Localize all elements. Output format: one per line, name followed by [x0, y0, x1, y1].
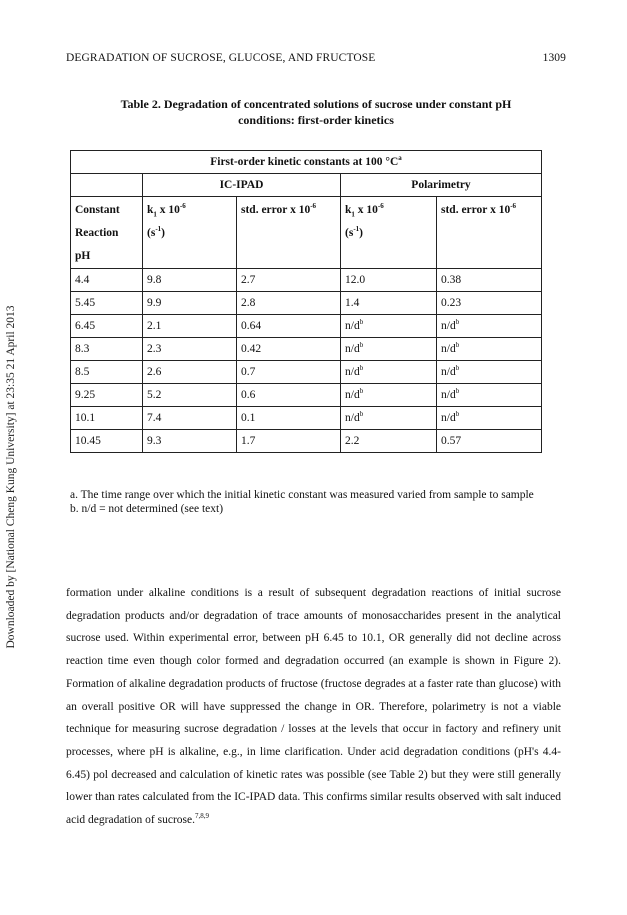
col-header-ph: Constant Reaction pH: [71, 197, 143, 269]
cell-k1-pol: 12.0: [341, 269, 437, 292]
col-header-stderr-pol: std. error x $10^{-6}$: [437, 197, 542, 269]
page-number: 1309: [542, 52, 566, 64]
col-header-stderr-ic: std. error x $10^{-6}$: [237, 197, 341, 269]
footnote-b: b. n/d = not determined (see text): [70, 503, 224, 515]
cell-k1-pol: $n/d^b$: [341, 407, 437, 430]
cell-stderr-pol: $n/d^b$: [437, 315, 542, 338]
table-row: [71, 315, 542, 338]
cell-k1-ic: 9.9: [143, 292, 237, 315]
cell-stderr-ic: 0.42: [237, 338, 341, 361]
cell-ph: 10.1: [71, 407, 143, 430]
cell-stderr-pol: $n/d^b$: [437, 361, 542, 384]
table-row: [71, 338, 542, 361]
cell-stderr-ic: 2.8: [237, 292, 341, 315]
cell-stderr-pol: 0.38: [437, 269, 542, 292]
cell-stderr-ic: 0.1: [237, 407, 341, 430]
cell-stderr-pol: $n/d^b$: [437, 338, 542, 361]
cell-stderr-pol: $n/d^b$: [437, 407, 542, 430]
cell-k1-ic: 5.2: [143, 384, 237, 407]
cell-stderr-pol: $n/d^b$: [437, 384, 542, 407]
cell-stderr-pol: 0.57: [437, 430, 542, 453]
cell-k1-pol: 1.4: [341, 292, 437, 315]
cell-stderr-ic: 2.7: [237, 269, 341, 292]
footnote-a: a. The time range over which the initial kinetic constant was measured varied from sample to sample: [70, 489, 534, 501]
cell-stderr-ic: 1.7: [237, 430, 341, 453]
cell-k1-ic: 2.6: [143, 361, 237, 384]
table-corner-cell: [71, 174, 143, 197]
running-head-title: DEGRADATION OF SUCROSE, GLUCOSE, AND FRUCTOSE: [66, 52, 376, 64]
cell-stderr-ic: 0.6: [237, 384, 341, 407]
cell-stderr-ic: 0.7: [237, 361, 341, 384]
table-row: [71, 361, 542, 384]
cell-k1-ic: 2.3: [143, 338, 237, 361]
cell-k1-ic: 7.4: [143, 407, 237, 430]
body-paragraph: [66, 582, 561, 832]
cell-stderr-ic: 0.64: [237, 315, 341, 338]
cell-k1-pol: $n/d^b$: [341, 338, 437, 361]
col-header-k1-ic: $k_1$ x $10^{-6}$ $(s^{-1})$: [143, 197, 237, 269]
table-header-polarimetry: Polarimetry: [341, 174, 542, 197]
table-group-header: First-order kinetic constants at 100 $^\circ C^a$: [71, 151, 542, 174]
kinetics-table: [70, 150, 542, 453]
cell-k1-pol: $n/d^b$: [341, 315, 437, 338]
download-watermark-text: Downloaded by [National Cheng Kung University] at 23:35 21 April 2013: [5, 305, 17, 649]
table-caption-line2: conditions: first-order kinetics: [238, 113, 394, 127]
running-head: [66, 52, 566, 68]
cell-ph: 8.5: [71, 361, 143, 384]
cell-ph: 4.4: [71, 269, 143, 292]
cell-k1-pol: $n/d^b$: [341, 361, 437, 384]
cell-ph: 9.25: [71, 384, 143, 407]
cell-k1-ic: 9.8: [143, 269, 237, 292]
download-watermark: [2, 262, 20, 692]
cell-ph: 10.45: [71, 430, 143, 453]
citation-refs: 7,8,9: [195, 812, 210, 821]
cell-stderr-pol: 0.23: [437, 292, 542, 315]
table-header-ic-ipad: IC-IPAD: [143, 174, 341, 197]
table-row: [71, 430, 542, 453]
table-row: [71, 292, 542, 315]
table-row: [71, 407, 542, 430]
cell-ph: 8.3: [71, 338, 143, 361]
cell-ph: 5.45: [71, 292, 143, 315]
cell-ph: 6.45: [71, 315, 143, 338]
cell-k1-ic: 9.3: [143, 430, 237, 453]
table-caption-line1: Table 2. Degradation of concentrated solutions of sucrose under constant pH: [120, 97, 512, 111]
cell-k1-ic: 2.1: [143, 315, 237, 338]
cell-k1-pol: $n/d^b$: [341, 384, 437, 407]
col-header-k1-pol: $k_1$ x $10^{-6}$ $(s^{-1})$: [341, 197, 437, 269]
body-paragraph-text: formation under alkaline conditions is a result of subsequent degradation reactions of initial sucrose degradation products and/or degradation of trace amounts of monosaccharides present in the analytical sucrose used. Within experimental error, between pH 6.45 to 10.1, OR generally did not decline across reaction time even though color formed and degradation occurred (an example is shown in Figure 2). Formation of alkaline degradation products of fructose (fructose degrades at a faster rate than glucose) with an overall positive OR will have suppressed the change in OR. Therefore, polarimetry is not a viable technique for measuring sucrose degradation / losses at the levels that occur in factory and refinery unit processes, where pH is alkaline, e.g., in lime clarification. Under acid degradation conditions (pH's 4.4-6.45) pol decreased and calculation of kinetic rates was possible (see Table 2) but they were still generally lower than rates calculated from the IC-IPAD data. This confirms similar results observed with salt induced acid degradation of sucrose.: [66, 587, 561, 827]
table-row: [71, 384, 542, 407]
table-caption: [66, 96, 566, 128]
table-row: [71, 269, 542, 292]
cell-k1-pol: 2.2: [341, 430, 437, 453]
table-footnotes: [70, 488, 550, 516]
